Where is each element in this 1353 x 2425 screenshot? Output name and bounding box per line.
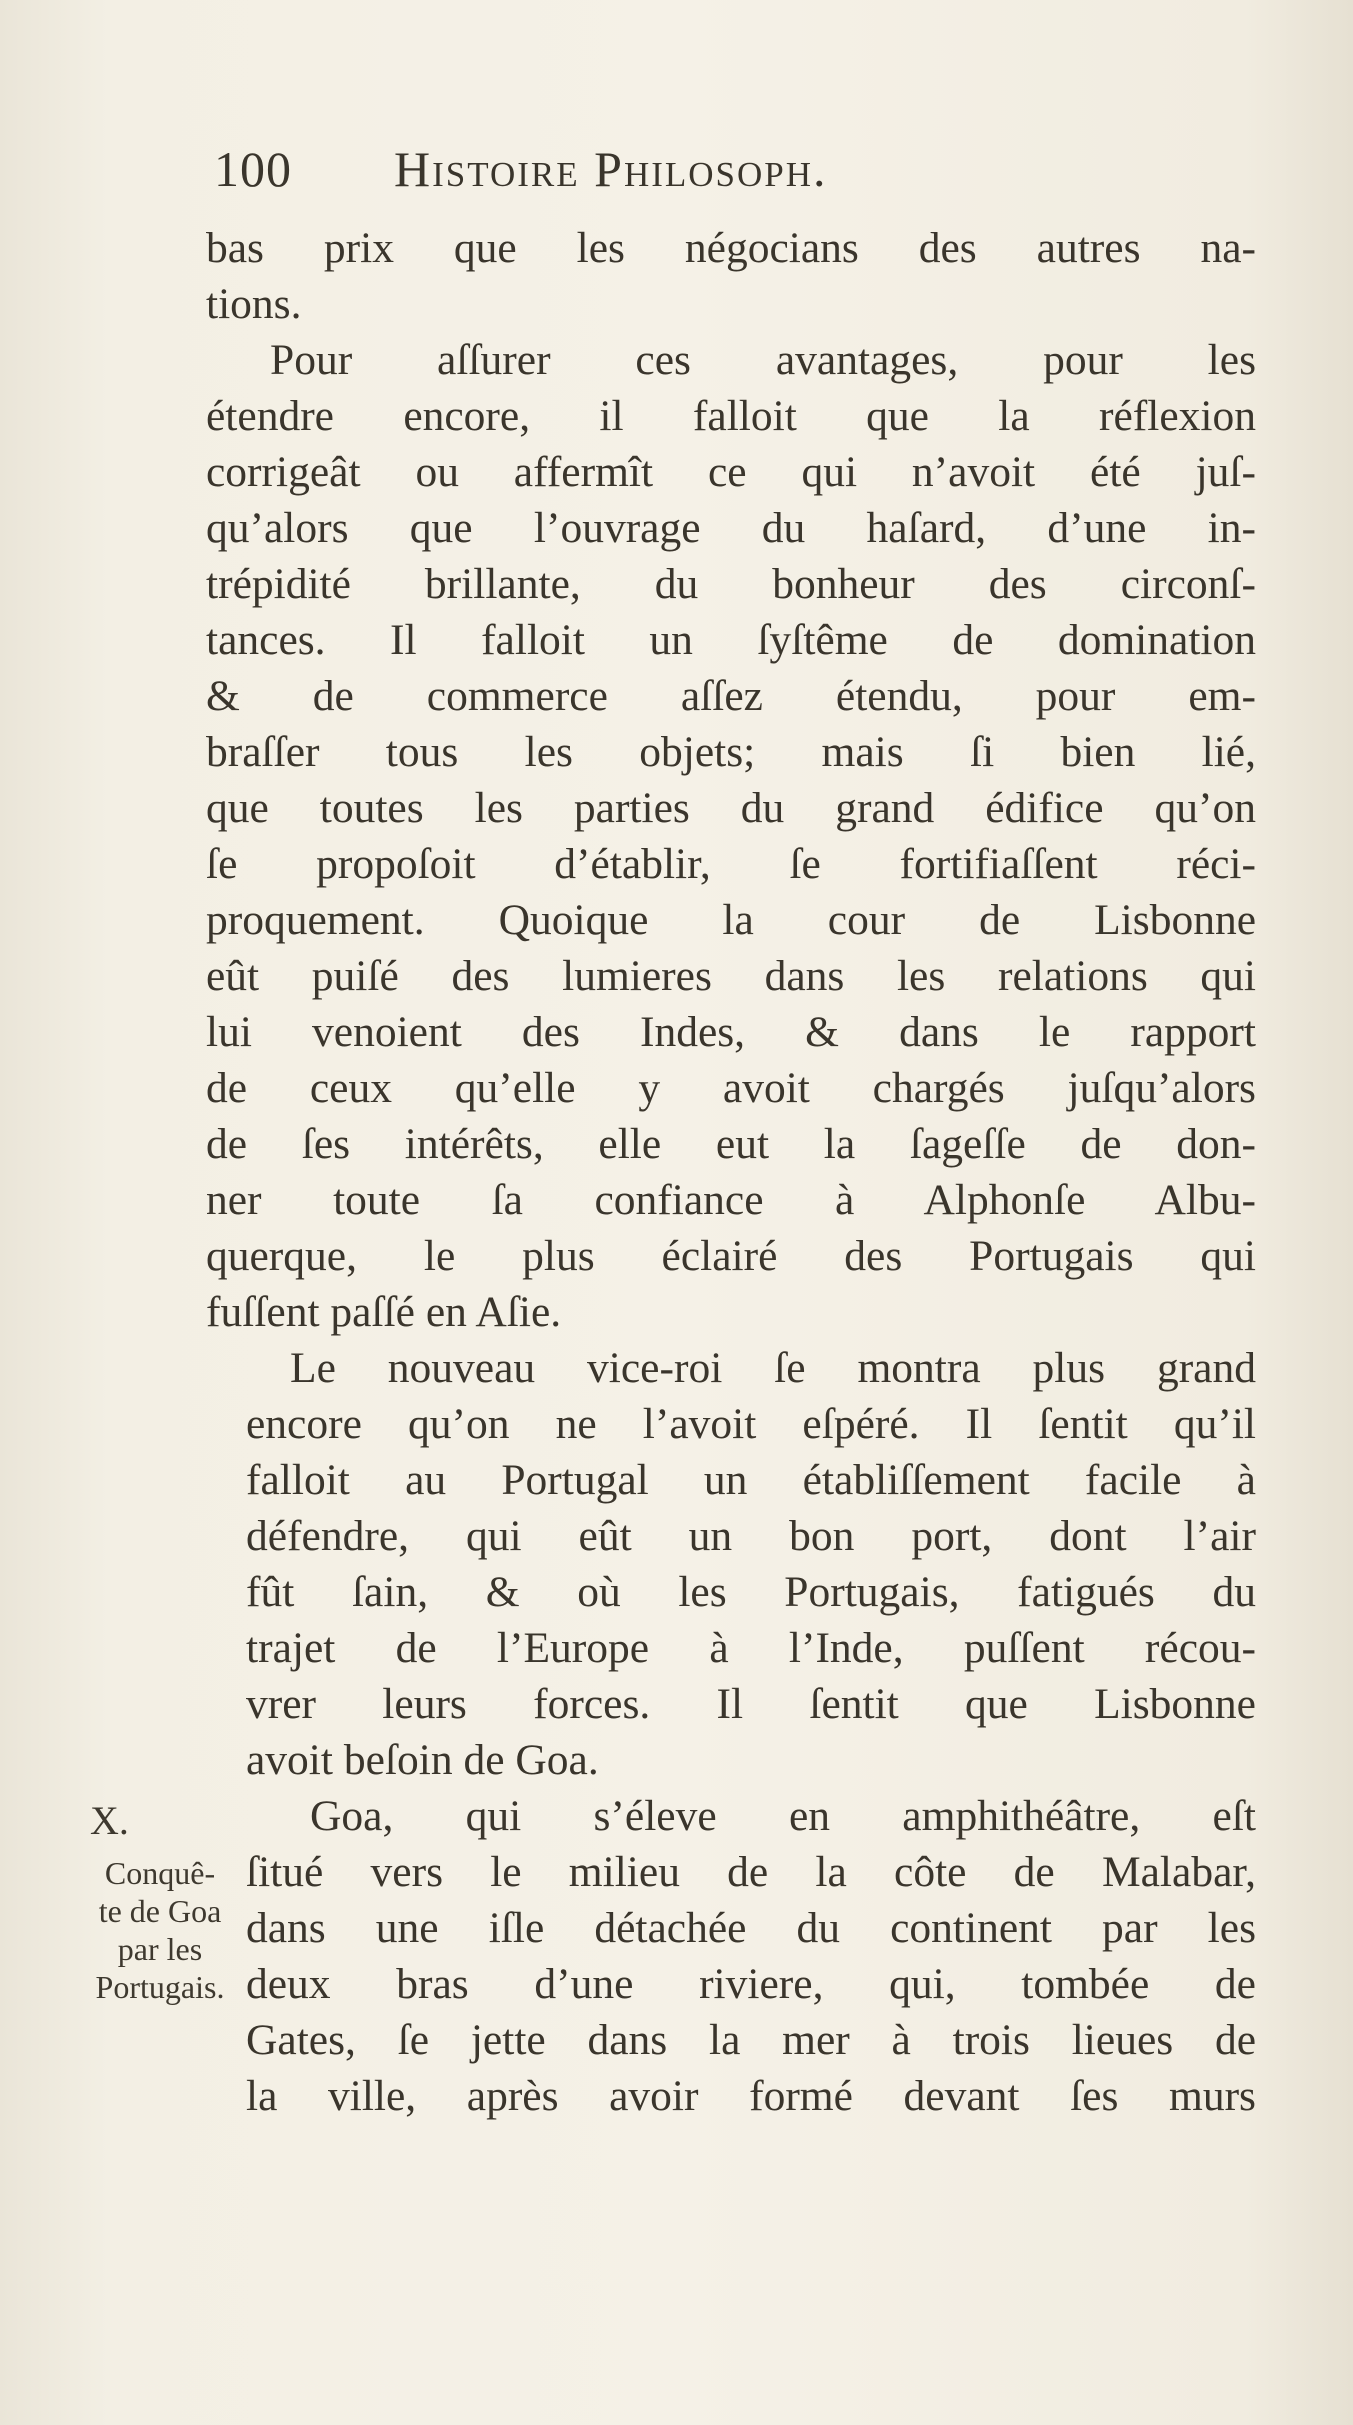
text-line: deux bras d’une riviere, qui, tombée de [246,1960,1256,2008]
text-line: de ſes intérêts, elle eut la ſageſſe de don- [206,1120,1256,1168]
text-line: vrer leurs forces. Il ſentit que Lisbonne [246,1680,1256,1728]
page-number: 100 [214,141,292,197]
text-line: braſſer tous les objets; mais ſi bien lié, [206,728,1256,776]
text-line: défendre, qui eût un bon port, dont l’air [246,1512,1256,1560]
text-line: falloit au Portugal un établiſſement facile à [246,1456,1256,1504]
margin-note-line: Conquê- [104,1855,216,1891]
text-line: & de commerce aſſez étendu, pour em- [206,672,1256,720]
text-line: proquement. Quoique la cour de Lisbonne [206,896,1256,944]
text-line: querque, le plus éclairé des Portugais qui [206,1232,1256,1280]
margin-note [60,1798,260,2006]
text-line: fût ſain, & où les Portugais, fatigués du [246,1568,1256,1616]
text-line: trépidité brillante, du bonheur des circonſ- [206,560,1256,608]
text-line: ſe propoſoit d’établir, ſe fortifiaſſent réci- [206,840,1256,888]
text-line: lui venoient des Indes, & dans le rapport [206,1008,1256,1056]
text-line: trajet de l’Europe à l’Inde, puſſent récou- [246,1624,1256,1672]
text-line: qu’alors que l’ouvrage du haſard, d’une in- [206,504,1256,552]
text-line: dans une iſle détachée du continent par les [246,1904,1256,1952]
text-line: Pour aſſurer ces avantages, pour les [270,336,1256,384]
text-line: de ceux qu’elle y avoit chargés juſqu’alors [206,1064,1256,1112]
text-line: étendre encore, il falloit que la réflexion [206,392,1256,440]
text-line: ſitué vers le milieu de la côte de Malabar, [246,1848,1256,1896]
running-head [214,140,1174,210]
text-line: encore qu’on ne l’avoit eſpéré. Il ſentit qu’il [246,1400,1256,1448]
text-line: que toutes les parties du grand édifice qu’on [206,784,1256,832]
margin-note-line: Portugais. [95,1969,225,2005]
running-title: Histoire Philosoph. [394,141,828,197]
text-line: Le nouveau vice-roi ſe montra plus grand [290,1344,1256,1392]
text-line: bas prix que les négocians des autres na- [206,224,1256,272]
text-line: Goa, qui s’éleve en amphithéâtre, eſt [310,1792,1256,1840]
text-line: avoit beſoin de Goa. [246,1736,599,1784]
margin-note-number: X. [90,1798,129,1843]
margin-note-line: te de Goa [98,1893,222,1929]
text-line: tances. Il falloit un ſyſtême de domination [206,616,1256,664]
margin-note-line: par les [117,1931,203,1967]
text-line: Gates, ſe jette dans la mer à trois lieues de [246,2016,1256,2064]
text-line: ner toute ſa confiance à Alphonſe Albu- [206,1176,1256,1224]
text-line: fuſſent paſſé en Aſie. [206,1288,562,1336]
text-line: tions. [206,280,302,328]
text-line: la ville, après avoir formé devant ſes murs [246,2072,1256,2120]
text-line: eût puiſé des lumieres dans les relations qui [206,952,1256,1000]
text-line: corrigeât ou affermît ce qui n’avoit été juſ- [206,448,1256,496]
